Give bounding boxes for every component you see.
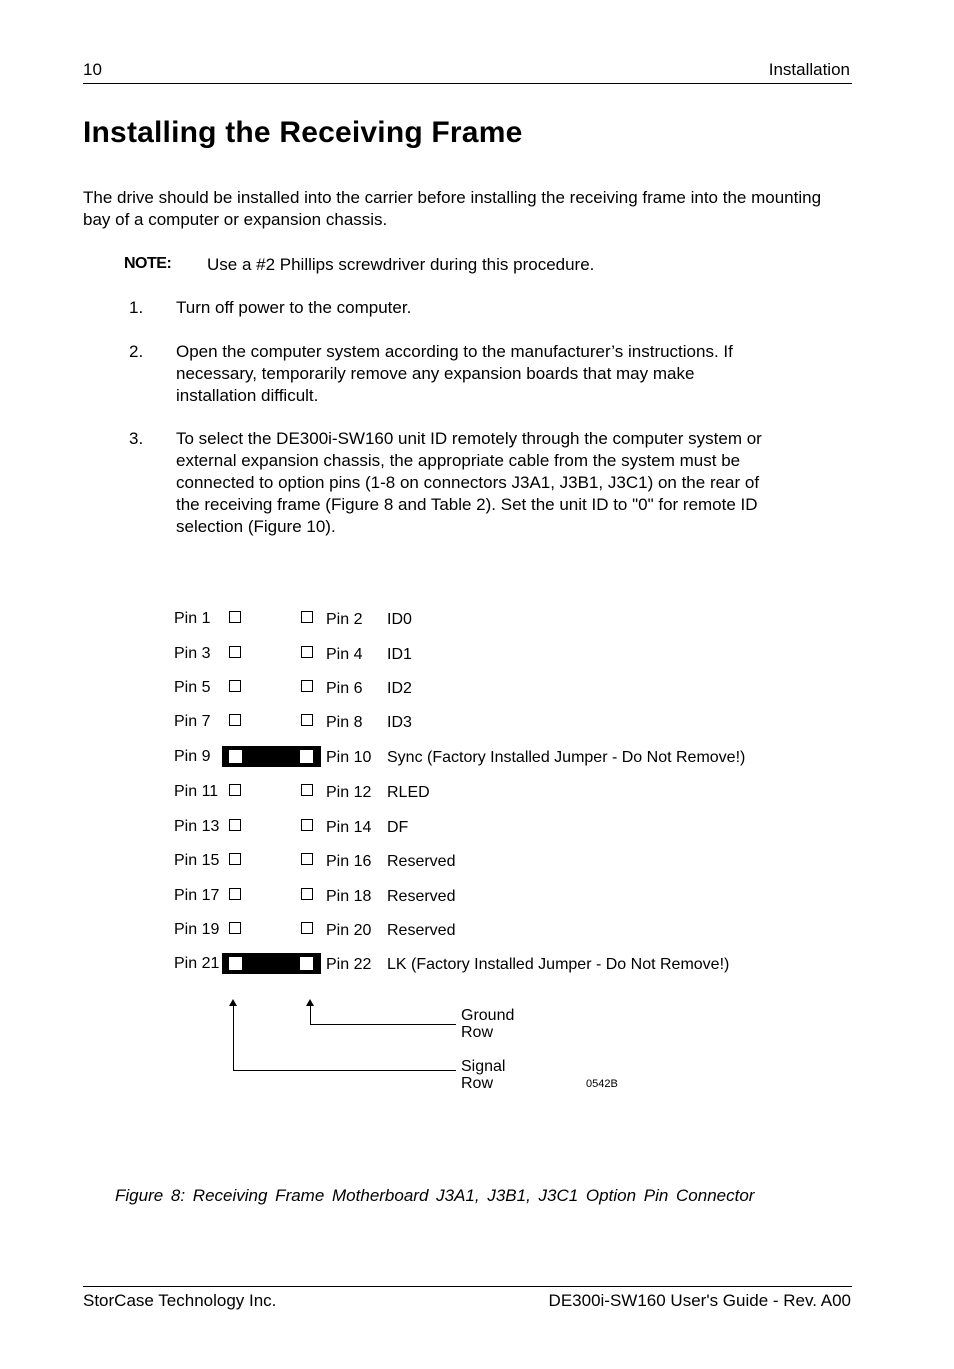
step-line: installation difficult.: [176, 386, 319, 405]
section-title: Installation: [768, 60, 850, 79]
signal-pin-box: [229, 922, 241, 934]
step-line: connected to option pins (1-8 on connectors J3A1, J3B1, J3C1) on the rear of: [176, 473, 760, 492]
pin-description: DF: [387, 819, 409, 836]
page-title: Installing the Receiving Frame: [83, 116, 523, 149]
step-line: external expansion chassis, the appropriate cable from the system must be: [176, 451, 741, 470]
jumper-block: [222, 953, 321, 974]
pin-label-left: Pin 11: [174, 783, 219, 800]
step-2-number: 2.: [129, 342, 144, 361]
ground-row-label: [461, 1007, 514, 1041]
pin-label-right: Pin 12: [326, 784, 372, 801]
ground-leader-line: [310, 1024, 456, 1025]
pin-label-right: Pin 18: [326, 888, 372, 905]
step-line: Turn off power to the computer.: [176, 298, 412, 317]
ground-pin-box: [301, 922, 313, 934]
pin-label-right: Pin 6: [326, 680, 363, 697]
pin-label-left: Pin 21: [174, 955, 220, 972]
signal-pin-box: [229, 680, 241, 692]
step-line: the receiving frame (Figure 8 and Table 2). Set the unit ID to "0" for remote ID: [176, 495, 758, 514]
pin-description: ID0: [387, 611, 412, 628]
step-1-number: 1.: [129, 298, 144, 317]
ground-pin-box: [301, 853, 313, 865]
pin-description: Reserved: [387, 853, 456, 870]
pin-label-left: Pin 1: [174, 610, 211, 627]
ground-arrow-head: [306, 999, 314, 1006]
signal-pin-box: [229, 819, 241, 831]
pin-label-left: Pin 17: [174, 887, 220, 904]
jumper-hole: [229, 957, 242, 970]
page-number: 10: [83, 60, 102, 79]
pin-label-left: Pin 9: [174, 748, 211, 765]
figure-code: 0542B: [586, 1078, 618, 1090]
pin-label-right: Pin 14: [326, 819, 372, 836]
signal-pin-box: [229, 611, 241, 623]
ground-pin-box: [301, 714, 313, 726]
ground-pin-box: [301, 888, 313, 900]
ground-arrow-line: [310, 1004, 311, 1025]
header-rule: [83, 83, 852, 84]
pin-label-right: Pin 22: [326, 956, 372, 973]
ground-pin-box: [301, 646, 313, 658]
ground-pin-box: [301, 819, 313, 831]
step-line: Open the computer system according to the manufacturer’s instructions. If: [176, 342, 733, 361]
step-line: To select the DE300i-SW160 unit ID remotely through the computer system or: [176, 429, 762, 448]
step-line: necessary, temporarily remove any expansion boards that may make: [176, 364, 695, 383]
figure-caption: Figure 8: Receiving Frame Motherboard J3A1, J3B1, J3C1 Option Pin Connector: [115, 1186, 755, 1205]
ground-label-line: Ground: [461, 1007, 515, 1024]
pin-description: ID2: [387, 680, 412, 697]
pin-label-right: Pin 8: [326, 714, 363, 731]
ground-pin-box: [301, 611, 313, 623]
pin-description: RLED: [387, 784, 430, 801]
signal-pin-box: [229, 714, 241, 726]
jumper-hole: [300, 957, 313, 970]
ground-label-line: Row: [461, 1024, 494, 1041]
jumper-hole: [229, 750, 242, 763]
signal-arrow-line: [233, 1004, 234, 1071]
pin-label-left: Pin 13: [174, 818, 220, 835]
jumper-block: [222, 746, 321, 767]
pin-description: Reserved: [387, 922, 456, 939]
signal-pin-box: [229, 853, 241, 865]
pin-label-right: Pin 10: [326, 749, 372, 766]
step-3-text: [176, 428, 844, 538]
note-label: NOTE:: [124, 255, 172, 272]
pin-label-right: Pin 4: [326, 646, 363, 663]
pin-label-left: Pin 15: [174, 852, 220, 869]
step-2-text: [176, 341, 844, 407]
pin-description: Sync (Factory Installed Jumper - Do Not Remove!): [387, 749, 746, 766]
signal-pin-box: [229, 646, 241, 658]
intro-paragraph: The drive should be installed into the carrier before installing the receiving frame into the mounting bay of a computer or expansion chassis.: [83, 188, 822, 229]
step-line: selection (Figure 10).: [176, 517, 336, 536]
signal-label-line: Signal: [461, 1058, 506, 1075]
pin-label-left: Pin 19: [174, 921, 220, 938]
pin-label-right: Pin 2: [326, 611, 363, 628]
signal-row-label: [461, 1058, 505, 1092]
pin-description: LK (Factory Installed Jumper - Do Not Remove!): [387, 956, 730, 973]
pin-label-left: Pin 5: [174, 679, 211, 696]
signal-label-line: Row: [461, 1075, 494, 1092]
ground-pin-box: [301, 680, 313, 692]
signal-arrow-head: [229, 999, 237, 1006]
step-1-text: [176, 297, 844, 319]
pin-label-left: Pin 3: [174, 645, 211, 662]
signal-pin-box: [229, 784, 241, 796]
pin-description: ID3: [387, 714, 412, 731]
ground-pin-box: [301, 784, 313, 796]
note-text: Use a #2 Phillips screwdriver during this procedure.: [207, 255, 595, 274]
footer-company: StorCase Technology Inc.: [83, 1291, 277, 1310]
pin-label-left: Pin 7: [174, 713, 211, 730]
footer-rule: [83, 1286, 852, 1287]
footer-guide: DE300i-SW160 User's Guide - Rev. A00: [548, 1291, 851, 1310]
step-3-number: 3.: [129, 429, 144, 448]
jumper-hole: [300, 750, 313, 763]
pin-label-right: Pin 16: [326, 853, 372, 870]
signal-leader-line: [233, 1070, 456, 1071]
pin-label-right: Pin 20: [326, 922, 372, 939]
pin-description: ID1: [387, 646, 412, 663]
pin-description: Reserved: [387, 888, 456, 905]
signal-pin-box: [229, 888, 241, 900]
